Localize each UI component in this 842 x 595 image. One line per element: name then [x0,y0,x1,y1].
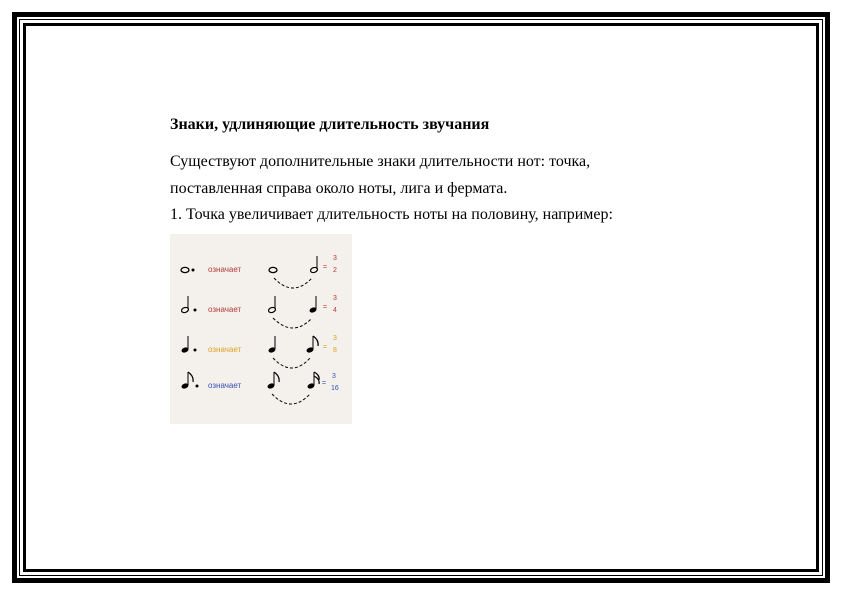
dotted-notes-figure [170,234,352,424]
row-4-fraction-top: 3 [332,373,336,380]
dot-icon [196,385,199,388]
dot-icon [194,309,197,312]
dot-icon [194,349,197,352]
row-3-fraction-bottom: 8 [333,347,337,354]
dot-icon [192,269,195,272]
section-heading: Знаки, удлиняющие длительность звучания [170,116,490,133]
whole-note-icon [181,267,189,272]
row-1-fraction-top: 3 [333,255,337,262]
tie-icon [273,358,310,368]
row-1-dotted-whole [181,255,337,288]
row-3-word: означает [208,345,242,354]
whole-note-icon [269,267,277,272]
row-4-fraction-bottom: 16 [331,385,339,392]
row-3-dotted-quarter [181,335,337,368]
row-4-sign: = [322,380,327,387]
tie-icon [274,278,312,288]
page-border-inner [23,23,819,572]
row-1-fraction-bottom: 2 [333,267,337,274]
row-2-dotted-half [181,295,337,328]
paragraph-line-3: 1. Точка увеличивает длительность ноты на половину, например: [170,206,613,223]
paragraph-line-2: поставленная справа около ноты, лига и фермата. [170,180,508,197]
row-1-word: означает [208,265,242,274]
row-2-fraction-top: 3 [333,295,337,302]
row-3-fraction-top: 3 [333,335,337,342]
row-3-sign: = [323,344,328,351]
tie-icon [273,318,312,328]
row-4-word: означает [208,381,242,390]
row-2-word: означает [208,305,242,314]
row-4-dotted-eighth [181,372,339,404]
row-2-sign: = [323,304,328,311]
row-2-fraction-bottom: 4 [333,307,337,314]
tie-icon [272,394,310,404]
paragraph-line-1: Существуют дополнительные знаки длительности нот: точка, [170,153,591,170]
row-1-sign: = [323,264,328,271]
